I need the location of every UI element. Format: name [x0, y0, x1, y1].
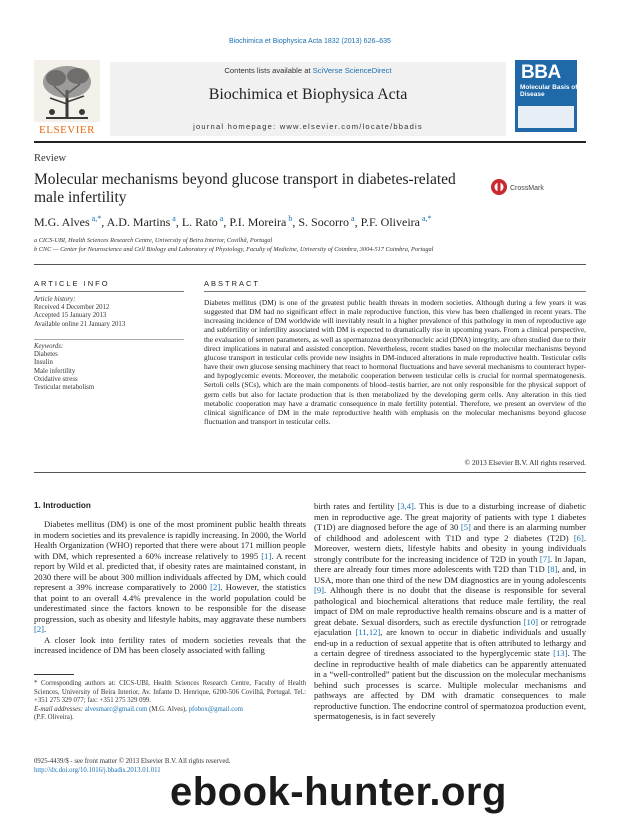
- paragraph-text: . The decline in reproductive health of male diabetics can be apparently attenuated in a “well-controlled” patient but the discussion on the molecular mechanisms behind such processes is scarce. Multiple molecular mechanisms and pathways are affected by DM with dramatic consequences to male reproductive function. The endocrine control of spermatozoa production event, spermatogenesis, is in fact severely: [314, 648, 586, 721]
- paragraph-text: . In Japan, there are already four times more adolescents with T2D than T1D: [314, 553, 586, 574]
- email-link[interactable]: alvesmarc@gmail.com: [84, 705, 148, 713]
- article-info-label: ARTICLE INFO: [34, 279, 110, 288]
- abstract-text: Diabetes mellitus (DM) is one of the greatest public health threats in modern societies. Although during a few years it was suggested that DM had no significant effect in male reproductive function, this view has been challenged in recent years. The increasing incidence of DM worldwide will inevitably result in a higher prevalence of this pathology in men of reproductive age and subfertility or infertility associated with DM is expected to dramatically rise in upcoming years. From a clinical perspective, the evaluation of semen parameters, as well as spermatozoa deoxyribonucleic acid (DNA) integrity, are often studied due to their direct implications in natural and assisted conception. Nevertheless, recent studies based on the molecular mechanisms beyond glucose transport in testicular cells provide new insights in DM-induced alterations in male reproductive health. Testicular cells have their own glucose sensing machinery that react to hormonal fluctuations and have several mechanisms to counteract hyper- and hypoglycemic events. Moreover, the metabolic cooperation between testicular cells is crucial for normal spermatogenesis. Sertoli cells (SCs), which are the main components of blood–testis barrier, are not only responsible for the physical support of germ cells but also for lactate production that is then metabolized by the developing germ cells. Any alteration in this tied metabolic cooperation may have a dramatic consequence in male fertility potential. Therefore, we present an overview of the clinical significance of DM in the male reproductive health with emphasis on the molecular mechanisms beyond glucose fluctuation and transport in testicular cells.: [204, 298, 586, 427]
- crossmark-label: CrossMark: [510, 185, 544, 192]
- section-heading-introduction: 1. Introduction: [34, 501, 91, 510]
- footnote-text: * Corresponding authors at: CICS-UBI, Health Sciences Research Centre, Faculty of Health Sciences, University of Beira Interior, Av. Infante D. Henrique, 6200-506 Covilhã, Portugal. Tel.: +351 275 329 077; fax: +351 275 329 099.: [34, 680, 306, 704]
- paragraph-text: .: [44, 624, 47, 634]
- issn-line: 0925-4439/$ - see front matter © 2013 Elsevier B.V. All rights reserved.: [34, 758, 231, 765]
- cover-illustration: [518, 106, 574, 128]
- history-divider: [34, 339, 184, 340]
- paragraph-text: . Although there is no doubt that the disease is responsible for several pathological and biochemical alterations that reduce male fertility, the real impact of DM on male reproductive health remains obscure and is a matter of great debate. Sexual disorders, such as erectile dysfunction: [314, 585, 586, 627]
- cover-title: BBA: [521, 62, 561, 83]
- accepted-date: Accepted 15 January 2013: [34, 312, 107, 320]
- paragraph-text: , are known to occur in diabetic individuals and usually end-up in a reduction of sexual appetite that is often attributed to lethargy and a certain degree of tiredness associated to the hyperglycemic state: [314, 627, 586, 658]
- affiliation-b: b CNC — Center for Neuroscience and Cell Biology and Laboratory of Physiology, Faculty of Medicine, University of Coimbra, 3004-517 Coimbra, Portugal: [34, 246, 434, 253]
- abstract-rule: [204, 291, 586, 292]
- author-affiliation-marker[interactable]: a,*: [89, 214, 102, 223]
- paragraph-text: , and, in USA, more than one third of the new DM diagnostics are in young adolescents: [314, 564, 587, 585]
- citation-link[interactable]: [2]: [210, 582, 221, 592]
- author-name[interactable]: P.F. Oliveira: [360, 215, 420, 229]
- citation-link[interactable]: [11,12]: [355, 627, 381, 637]
- author-name[interactable]: A.D. Martins: [106, 215, 171, 229]
- email-link[interactable]: pfobox@gmail.com: [188, 705, 243, 713]
- author-name[interactable]: P.I. Moreira: [229, 215, 287, 229]
- article-title: Molecular mechanisms beyond glucose transport in diabetes-related male infertility: [34, 171, 456, 206]
- paragraph-text: . A recent report by Wild et al. predicted that, if obesity rates are maintained constant, in 2030 there will be about 300 million individuals affected by DM, which could represent a 39% increase comparatively to 2000: [34, 550, 306, 592]
- author-name[interactable]: M.G. Alves: [34, 215, 90, 229]
- citation-link[interactable]: [1]: [261, 550, 272, 561]
- keyword: Oxidative stress: [34, 375, 78, 383]
- author-list: M.G. Alves $^{a,*}$, A.D. Martins $^a$, L. Rato $^a$, P.I. Moreira $^b$, S. Socorro $^a$, P.F. Oliveira $^{a,*}$: [34, 214, 432, 229]
- paragraph-text: birth rates and fertility: [314, 501, 398, 511]
- citation-link[interactable]: [10]: [523, 616, 539, 627]
- footnote-rule: [34, 674, 74, 675]
- citation-link[interactable]: [6]: [573, 532, 584, 543]
- keyword: Male infertility: [34, 367, 76, 375]
- citation-link[interactable]: [8]: [547, 564, 558, 574]
- elsevier-wordmark: ELSEVIER: [39, 124, 95, 136]
- doi-link[interactable]: http://dx.doi.org/10.1016/j.bbadis.2013.01.011: [34, 766, 161, 774]
- keyword: Diabetes: [34, 351, 58, 359]
- author-affiliation-marker[interactable]: a,*: [419, 214, 432, 223]
- corresponding-author-footnote: * Corresponding authors at: CICS-UBI, Health Sciences Research Centre, Faculty of Health Sciences, University of Beira Interior, Av. Infante D. Henrique, 6200-506 Covilhã, Portugal. Tel.: +351 275 329 077; fax: +351 275 329 099. E-mail addresses: alvesmarc@gmail.com (M.G. Alves), pfobox@gmail.com (P.F. Oliveira).: [34, 680, 306, 721]
- citation-link[interactable]: [9]: [314, 585, 325, 595]
- author-affiliation-marker[interactable]: a: [170, 214, 176, 223]
- citation-link[interactable]: [3,4]: [397, 501, 414, 511]
- abstract-copyright: © 2013 Elsevier B.V. All rights reserved.: [464, 458, 586, 467]
- article-info-rule: [34, 291, 184, 292]
- citation-link[interactable]: [2]: [34, 624, 45, 634]
- crossmark-badge[interactable]: [490, 178, 550, 196]
- journal-title: Biochimica et Biophysica Acta: [208, 86, 408, 103]
- keyword: Testicular metabolism: [34, 384, 95, 392]
- paragraph-text: . However, the statistics that point to an overall 4.4% prevalence in the world population could be underestimated since the factors known to be responsible for the disease progression, such as obesity and lifestyle habits, may aggravate these numbers: [34, 582, 306, 624]
- author-name[interactable]: L. Rato: [181, 215, 218, 229]
- abstract-label: ABSTRACT: [204, 279, 261, 288]
- journal-homepage[interactable]: journal homepage: www.elsevier.com/locate/bbadis: [193, 122, 423, 131]
- citation-link[interactable]: [7]: [539, 553, 550, 564]
- watermark: ebook-hunter.org: [170, 770, 507, 814]
- affiliation-rule: [34, 264, 586, 265]
- abstract-bottom-rule: [34, 472, 586, 473]
- paragraph-text: Diabetes mellitus (DM) is one of the most prominent public health threats in modern societies and its prevalence is rapidly increasing. In 2000, the World Health Organization (WHO) reported that there were about 171 million people with DM, which represented a 60% increase relatively to 1995: [34, 519, 306, 561]
- citation-link[interactable]: [13]: [553, 648, 568, 658]
- keywords: [34, 343, 184, 392]
- online-date: Available online 21 January 2013: [34, 320, 126, 328]
- author-name[interactable]: S. Socorro: [298, 215, 350, 229]
- paragraph-text: or retrograde ejaculation: [314, 616, 587, 637]
- paragraph-intro-1: [34, 519, 306, 635]
- contents-prefix: Contents lists available at: [224, 66, 313, 75]
- paragraph-intro-2: A closer look into fertility rates of modern societies reveals that the increased incidence of DM has been closely associated with falling: [34, 634, 306, 655]
- keywords-heading: Keywords:: [34, 343, 64, 350]
- article-type: Review: [34, 153, 67, 164]
- paragraph-text: . This is due to a disturbing increase of diabetic men in reproductive age. The great majority of patients with type 1 diabetes (T1D) are diagnosed before the age of 30: [314, 501, 587, 532]
- running-head[interactable]: Biochimica et Biophysica Acta 1832 (2013) 626–635: [229, 38, 391, 45]
- paragraph-intro-continued: [314, 501, 586, 722]
- author-affiliation-marker[interactable]: b: [286, 214, 293, 223]
- affiliation-a: a CICS-UBI, Health Sciences Research Centre, University of Beira Interior, Covilhã, Portugal: [34, 237, 273, 244]
- contents-line: [110, 66, 506, 75]
- footnote-emails: E-mail addresses: alvesmarc@gmail.com (M.G. Alves), pfobox@gmail.com: [34, 705, 243, 713]
- cover-subtitle: Molecular Basis of Disease: [520, 84, 578, 98]
- history-heading: Article history:: [34, 296, 76, 303]
- sciencedirect-link[interactable]: SciVerse ScienceDirect: [312, 66, 392, 75]
- article-history: [34, 296, 184, 329]
- author-affiliation-marker[interactable]: a: [349, 214, 355, 223]
- received-date: Received 4 December 2012: [34, 304, 110, 312]
- body-right-column: [314, 501, 586, 722]
- paragraph-text: and there is an alarming number of childhood and adolescent with T1D and type 2 diabetes (T2D): [314, 522, 586, 543]
- author-affiliation-marker[interactable]: a: [217, 214, 224, 223]
- header-rule: [34, 141, 586, 143]
- citation-link[interactable]: [5]: [460, 522, 471, 532]
- body-left-column: [34, 519, 306, 656]
- keyword: Insulin: [34, 359, 53, 367]
- paragraph-text: . Moreover, western diets, lifestyle habits and obesity in young individuals strongly contribute for the increasing incidence of T2D in youth: [314, 532, 586, 564]
